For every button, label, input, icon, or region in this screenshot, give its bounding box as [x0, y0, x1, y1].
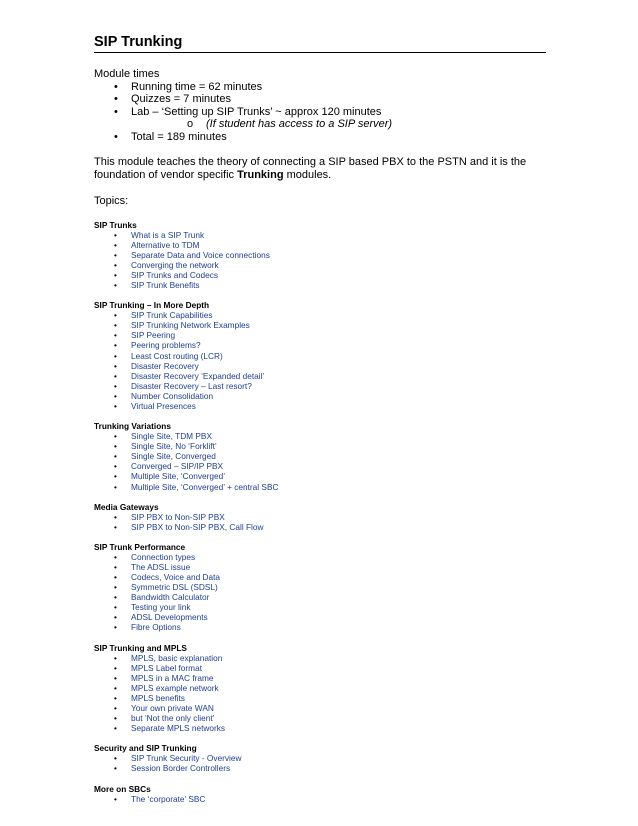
bullet-icon: • — [114, 471, 117, 482]
topic-item — [94, 552, 546, 562]
bullet-icon: • — [114, 662, 117, 673]
topic-item — [94, 602, 546, 612]
topic-item — [94, 351, 546, 361]
topic-item — [94, 260, 546, 270]
topic-item — [94, 451, 546, 461]
topic-section — [94, 643, 546, 734]
section-item-list — [94, 512, 546, 532]
topic-item — [94, 441, 546, 451]
module-time-subitem — [131, 118, 546, 131]
bullet-icon: • — [114, 105, 118, 118]
bullet-icon: • — [114, 350, 117, 361]
bullet-icon: • — [114, 551, 117, 562]
module-time-item — [94, 93, 546, 106]
bullet-icon: • — [114, 229, 117, 240]
section-item-list — [94, 753, 546, 773]
module-time-subtext: (If student has access to a SIP server) — [206, 118, 393, 131]
bullet-icon: • — [114, 521, 117, 532]
module-time-text: Lab – ‘Setting up SIP Trunks’ ~ approx 120 minutes — [131, 105, 382, 118]
topic-item-text: Your own private WAN — [131, 703, 214, 714]
section-title: Trunking Variations — [94, 421, 171, 432]
topic-item — [94, 753, 546, 763]
topic-item — [94, 703, 546, 713]
topic-item — [94, 230, 546, 240]
topic-item — [94, 371, 546, 381]
bullet-icon: • — [114, 652, 117, 663]
topic-item-text: Separate Data and Voice connections — [131, 249, 270, 260]
bullet-icon: • — [114, 340, 117, 351]
bullet-icon: • — [114, 269, 117, 280]
bullet-icon: • — [114, 431, 117, 442]
topics-label: Topics: — [94, 194, 129, 207]
sub-bullet-icon: o — [187, 118, 194, 131]
section-item-list — [94, 794, 546, 804]
topic-item-text: Single Site, No ‘Forklift’ — [131, 441, 217, 452]
bullet-icon: • — [114, 602, 117, 613]
topic-item-text: Symmetric DSL (SDSL) — [131, 582, 218, 593]
section-title: SIP Trunk Performance — [94, 541, 186, 552]
topic-item — [94, 512, 546, 522]
module-time-item — [94, 81, 546, 94]
topics-sections — [94, 220, 546, 804]
topic-item-text: SIP Trunks and Codecs — [131, 269, 219, 280]
bullet-icon: • — [114, 703, 117, 714]
topic-item-text: Converging the network — [131, 259, 219, 270]
bullet-icon: • — [114, 310, 117, 321]
topic-item — [94, 673, 546, 683]
intro-text-end: modules. — [283, 169, 332, 182]
topic-item-text: Session Border Controllers — [131, 763, 231, 774]
topic-item-text: Number Consolidation — [131, 390, 214, 401]
section-title: SIP Trunks — [94, 219, 137, 230]
topic-item — [94, 310, 546, 320]
bullet-icon: • — [114, 441, 117, 452]
topic-item-text: MPLS, basic explanation — [131, 652, 223, 663]
topic-item — [94, 622, 546, 632]
document-page — [94, 34, 546, 804]
bullet-icon: • — [114, 259, 117, 270]
module-time-text: Total = 189 minutes — [131, 130, 227, 143]
topic-item — [94, 482, 546, 492]
topic-item-text: Fibre Options — [131, 622, 181, 633]
bullet-icon: • — [114, 763, 117, 774]
bullet-icon: • — [114, 320, 117, 331]
section-item-list — [94, 230, 546, 291]
topic-item-text: Least Cost routing (LCR) — [131, 350, 223, 361]
topic-section — [94, 502, 546, 532]
topic-item — [94, 562, 546, 572]
topic-item-text: ADSL Developments — [131, 612, 208, 623]
topic-item-text: Bandwidth Calculator — [131, 592, 210, 603]
section-title: Security and SIP Trunking — [94, 743, 197, 754]
topic-item — [94, 330, 546, 340]
topic-section — [94, 542, 546, 633]
topic-item-text: The ‘corporate’ SBC — [131, 793, 206, 804]
topic-item-text: Disaster Recovery — [131, 360, 199, 371]
section-item-list — [94, 431, 546, 492]
bullet-icon: • — [114, 330, 117, 341]
topic-item — [94, 612, 546, 622]
section-item-list — [94, 310, 546, 411]
bullet-icon: • — [114, 793, 117, 804]
topic-section — [94, 300, 546, 411]
topic-item-text: Multiple Site, ‘Converged’ — [131, 471, 226, 482]
bullet-icon: • — [114, 682, 117, 693]
topic-item — [94, 361, 546, 371]
topic-item — [94, 320, 546, 330]
topic-item — [94, 663, 546, 673]
topic-item-text: Disaster Recovery – Last resort? — [131, 380, 252, 391]
topic-item-text: SIP PBX to Non-SIP PBX — [131, 511, 225, 522]
topic-item — [94, 250, 546, 260]
topic-item-text: The ADSL issue — [131, 561, 191, 572]
bullet-icon: • — [114, 753, 117, 764]
intro-paragraph — [94, 156, 546, 183]
topic-section — [94, 784, 546, 804]
bullet-icon: • — [114, 561, 117, 572]
topic-item — [94, 713, 546, 723]
topic-item-text: Separate MPLS networks — [131, 723, 226, 734]
bullet-icon: • — [114, 481, 117, 492]
topic-item — [94, 683, 546, 693]
topic-section — [94, 743, 546, 773]
topic-item-text: Codecs, Voice and Data — [131, 572, 221, 582]
topic-item-text: MPLS example network — [131, 682, 219, 693]
topic-item — [94, 270, 546, 280]
module-time-item — [94, 131, 546, 144]
topic-item-text: Converged – SIP/IP PBX — [131, 461, 224, 472]
bullet-icon: • — [114, 723, 117, 734]
document-title: SIP Trunking — [94, 34, 546, 53]
bullet-icon: • — [114, 370, 117, 381]
bullet-icon: • — [114, 390, 117, 401]
topic-item — [94, 431, 546, 441]
topic-item — [94, 391, 546, 401]
topic-item-text: Multiple Site, ‘Converged’ + central SBC — [131, 481, 279, 492]
module-times-label: Module times — [94, 68, 160, 80]
topic-item-text: SIP Trunk Capabilities — [131, 310, 213, 321]
section-item-list — [94, 552, 546, 633]
bullet-icon: • — [114, 360, 117, 371]
topic-item-text: Disaster Recovery ‘Expanded detail’ — [131, 370, 265, 381]
topic-item-text: SIP Peering — [131, 330, 176, 341]
topic-item — [94, 240, 546, 250]
topic-item-text: Connection types — [131, 551, 196, 562]
topic-item — [94, 280, 546, 290]
bullet-icon: • — [114, 572, 117, 582]
topic-item-text: Peering problems? — [131, 340, 201, 351]
topic-item — [94, 401, 546, 411]
module-times-block — [94, 68, 546, 144]
module-time-item — [94, 106, 546, 131]
topic-section — [94, 220, 546, 291]
bullet-icon: • — [114, 672, 117, 683]
topic-item — [94, 592, 546, 602]
bullet-icon: • — [114, 511, 117, 522]
bullet-icon: • — [114, 592, 117, 603]
bullet-icon: • — [114, 130, 118, 143]
bullet-icon: • — [114, 239, 117, 250]
bullet-icon: • — [114, 400, 117, 411]
topic-item — [94, 763, 546, 773]
topic-item — [94, 471, 546, 481]
topic-item-text: What is a SIP Trunk — [131, 229, 205, 240]
module-time-sublist — [131, 118, 546, 131]
topic-item-text: Virtual Presences — [131, 400, 196, 411]
topic-item-text: Single Site, TDM PBX — [131, 431, 213, 442]
topic-item-text: MPLS benefits — [131, 692, 185, 703]
bullet-icon: • — [114, 451, 117, 462]
section-title: SIP Trunking – In More Depth — [94, 300, 210, 311]
bullet-icon: • — [114, 80, 118, 93]
topic-item-text: but ‘Not the only client’ — [131, 713, 215, 724]
intro-bold-text: Trunking — [237, 169, 284, 182]
bullet-icon: • — [114, 692, 117, 703]
bullet-icon: • — [114, 380, 117, 391]
module-times-list — [94, 81, 546, 144]
topic-item — [94, 582, 546, 592]
bullet-icon: • — [114, 249, 117, 260]
topic-item — [94, 794, 546, 804]
topic-item — [94, 723, 546, 733]
topic-item-text: Single Site, Converged — [131, 451, 216, 462]
topic-item-text: SIP Trunk Benefits — [131, 280, 200, 291]
section-title: More on SBCs — [94, 783, 151, 794]
topic-item-text: SIP PBX to Non-SIP PBX, Call Flow — [131, 521, 264, 532]
module-time-text: Quizzes = 7 minutes — [131, 93, 231, 106]
topic-item — [94, 693, 546, 703]
topic-item — [94, 572, 546, 582]
section-title: Media Gateways — [94, 501, 159, 512]
topic-section — [94, 421, 546, 492]
topic-item-text: MPLS Label format — [131, 662, 203, 673]
section-item-list — [94, 653, 546, 734]
topic-item-text: MPLS in a MAC frame — [131, 672, 214, 683]
topic-item — [94, 522, 546, 532]
topic-item — [94, 461, 546, 471]
bullet-icon: • — [114, 461, 117, 472]
intro-text: This module teaches the theory of connecting a SIP based PBX to the PSTN and it is the foundation of vendor specific — [94, 155, 527, 182]
module-time-text: Running time = 62 minutes — [131, 80, 263, 93]
topic-item — [94, 340, 546, 350]
topic-item — [94, 653, 546, 663]
bullet-icon: • — [114, 612, 117, 623]
bullet-icon: • — [114, 93, 118, 106]
topic-item-text: SIP Trunk Security - Overview — [131, 753, 242, 764]
bullet-icon: • — [114, 280, 117, 291]
topic-item-text: SIP Trunking Network Examples — [131, 320, 250, 331]
bullet-icon: • — [114, 622, 117, 633]
section-title: SIP Trunking and MPLS — [94, 642, 187, 653]
topic-item-text: Testing your link — [131, 602, 191, 613]
bullet-icon: • — [114, 582, 117, 593]
topic-item-text: Alternative to TDM — [131, 239, 200, 250]
bullet-icon: • — [114, 713, 117, 724]
topic-item — [94, 381, 546, 391]
